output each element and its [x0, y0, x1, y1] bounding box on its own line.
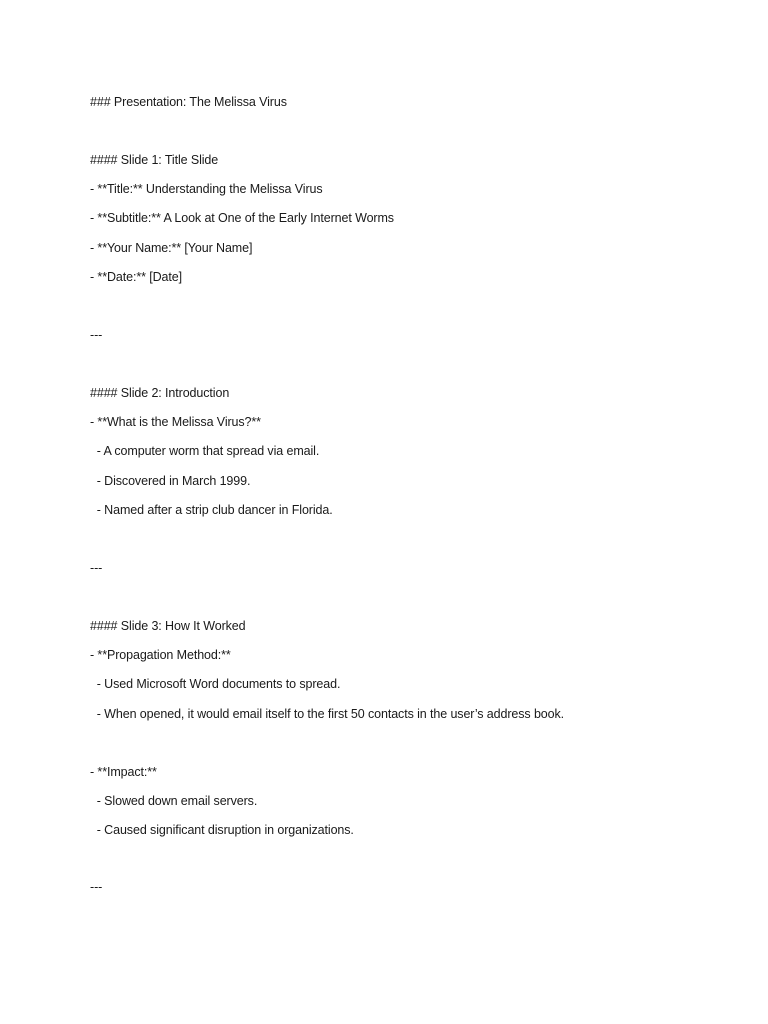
horizontal-rule-marker: ---: [90, 561, 103, 575]
list-item: - Named after a strip club dancer in Florida.: [90, 503, 333, 517]
list-item: - Slowed down email servers.: [90, 794, 258, 808]
slide-1-heading: #### Slide 1: Title Slide: [90, 153, 219, 167]
list-item: - **Impact:**: [90, 765, 157, 779]
list-item: - Caused significant disruption in organizations.: [90, 823, 354, 837]
horizontal-rule-marker: ---: [90, 880, 103, 894]
slide-2-heading: #### Slide 2: Introduction: [90, 386, 230, 400]
presentation-heading: ### Presentation: The Melissa Virus: [90, 95, 287, 109]
list-item: - **Your Name:** [Your Name]: [90, 241, 253, 255]
list-item: - Used Microsoft Word documents to spread.: [90, 677, 341, 691]
list-item: - When opened, it would email itself to the first 50 contacts in the user’s address book.: [90, 707, 565, 721]
list-item: - A computer worm that spread via email.: [90, 444, 320, 458]
list-item: - **Title:** Understanding the Melissa Virus: [90, 182, 323, 196]
list-item: - **Date:** [Date]: [90, 270, 182, 284]
list-item: - **Propagation Method:**: [90, 648, 231, 662]
list-item: - **What is the Melissa Virus?**: [90, 415, 261, 429]
slide-3-heading: #### Slide 3: How It Worked: [90, 619, 246, 633]
list-item: - Discovered in March 1999.: [90, 474, 251, 488]
horizontal-rule-marker: ---: [90, 328, 103, 342]
list-item: - **Subtitle:** A Look at One of the Early Internet Worms: [90, 211, 394, 225]
